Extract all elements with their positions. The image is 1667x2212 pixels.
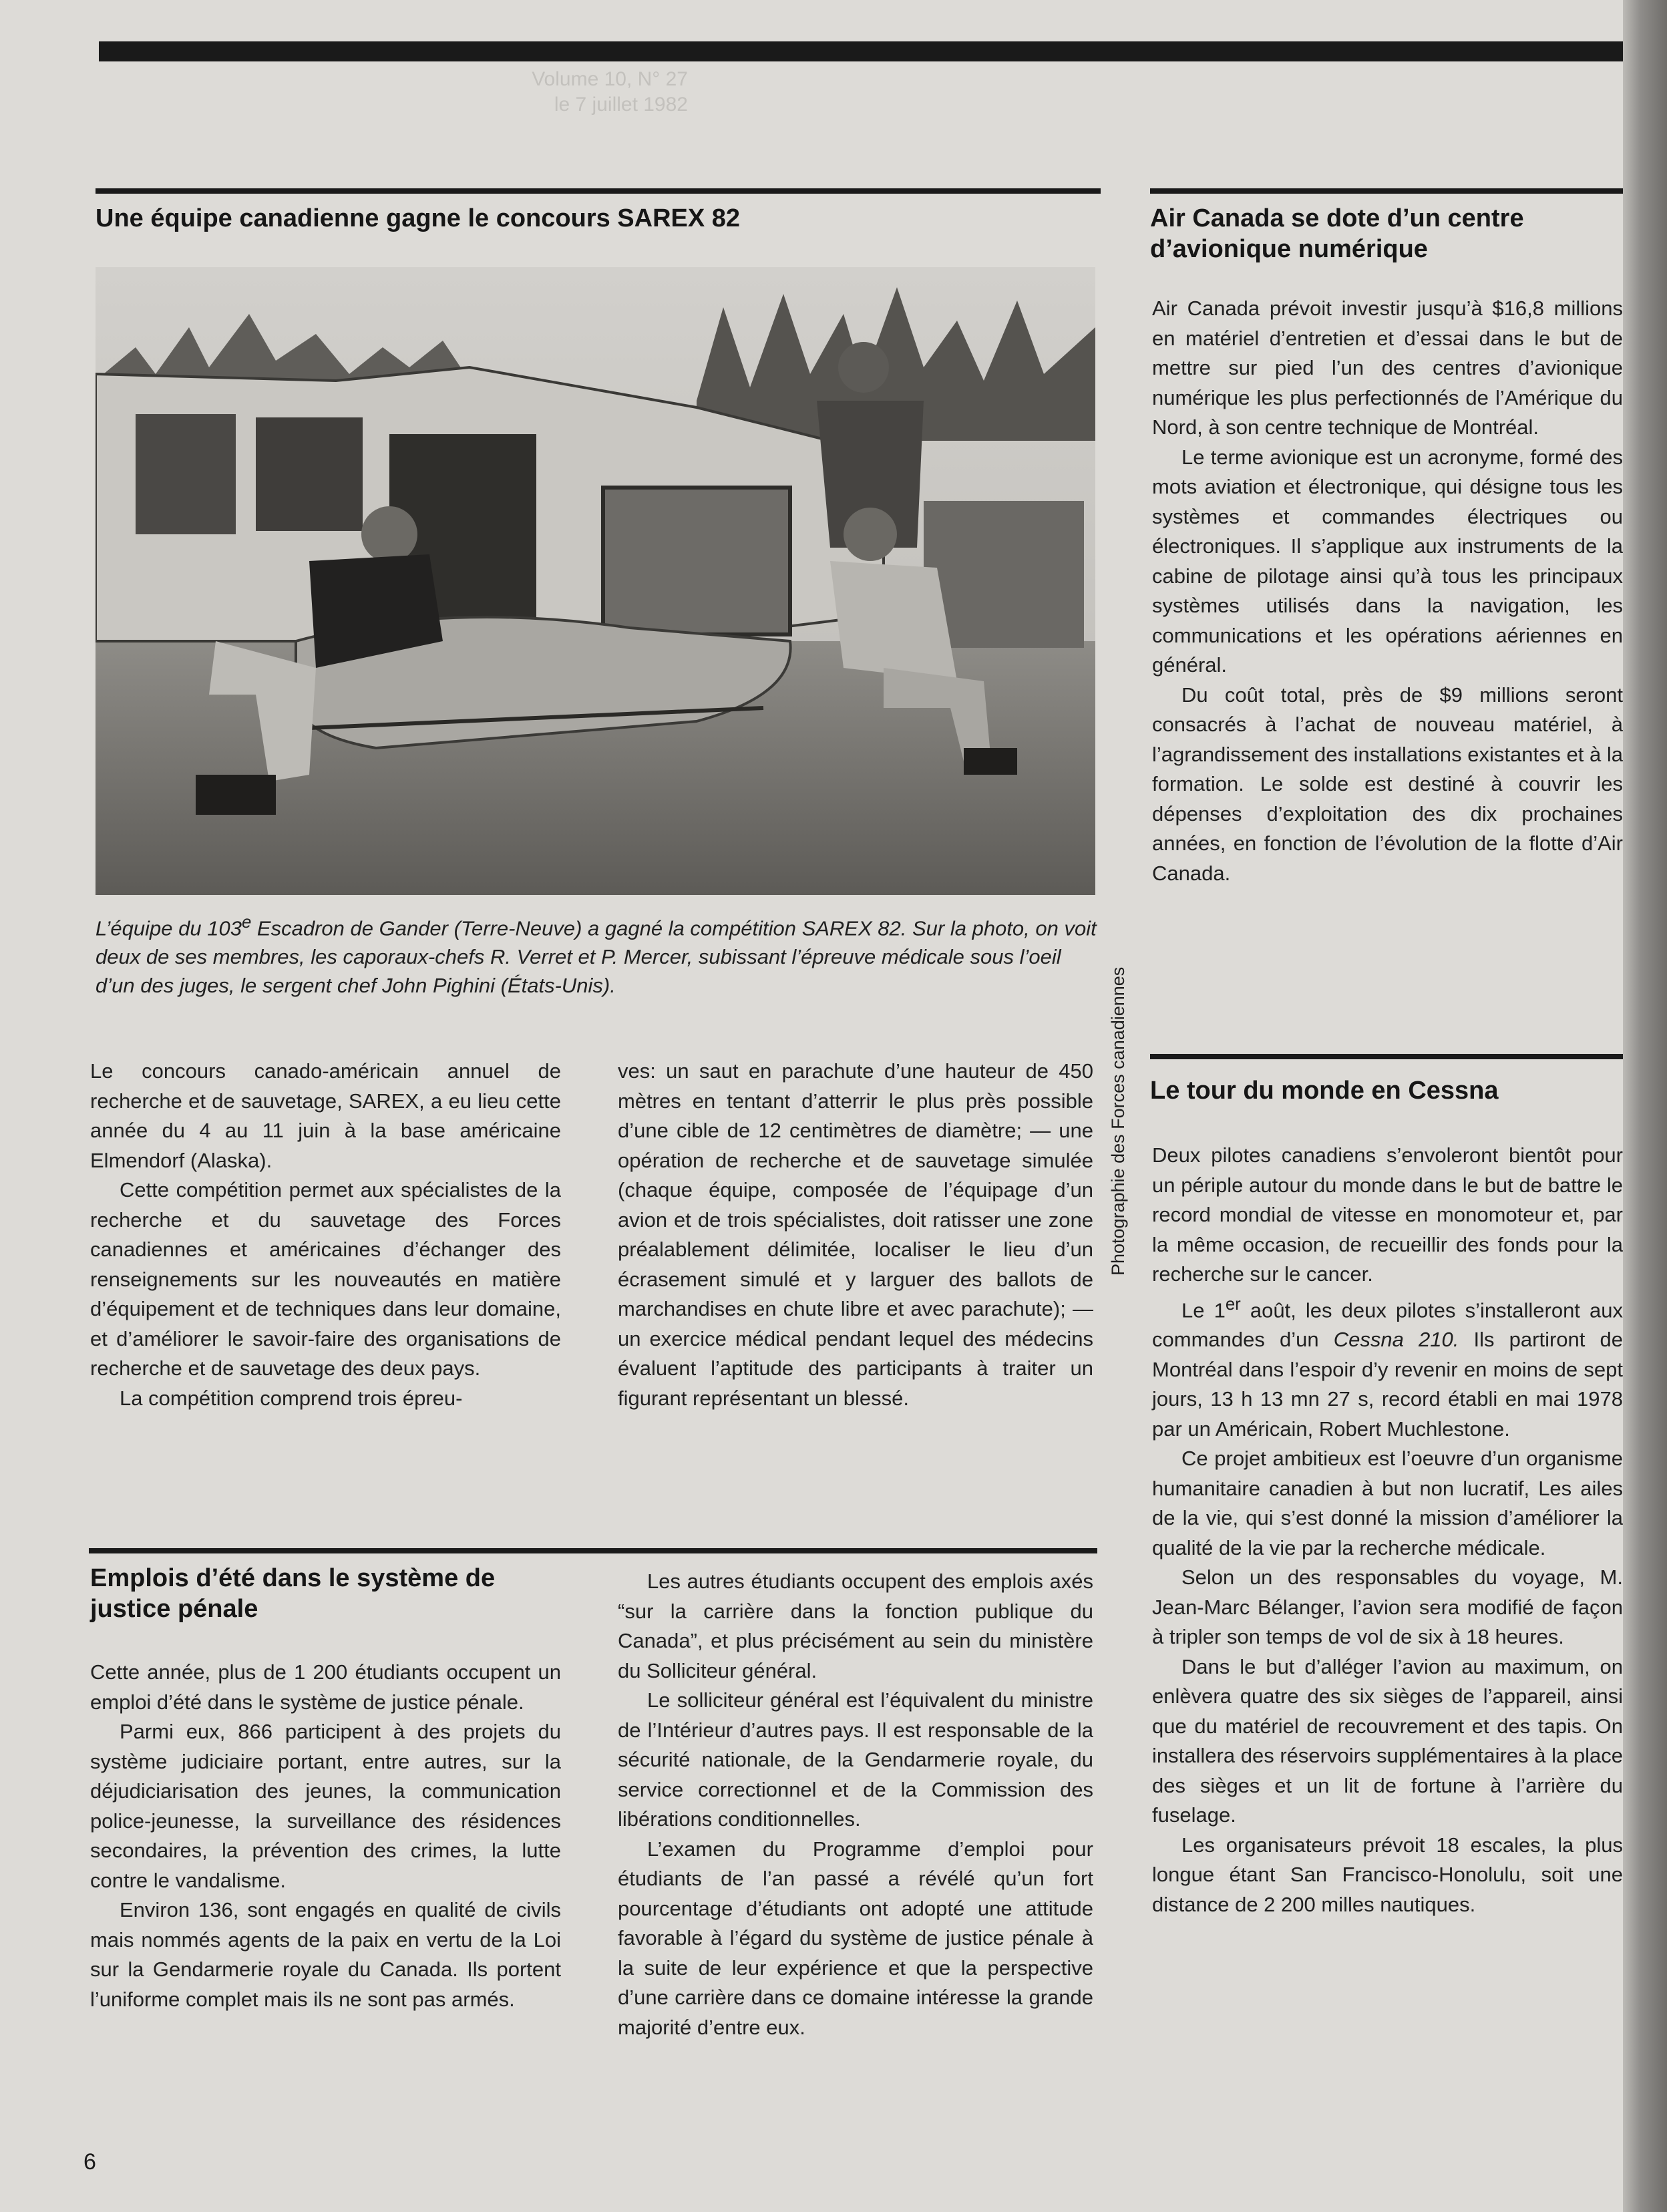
paragraph: Environ 136, sont engagés en qualité de civils mais nommés agents de la paix en vertu de la Loi sur la Gendarmerie royale du Canada. Ils portent l’uniforme complet mais ils ne sont pas armés.: [90, 1898, 561, 2011]
headline-line: d’avionique numérique: [1150, 235, 1428, 263]
article-rule: [89, 1548, 1097, 1553]
ghost-header-line: Volume 10, N° 27: [532, 68, 688, 90]
photo-caption: L’équipe du 103e Escadron de Gander (Terre-Neuve) a gagné la compétition SAREX 82. Sur la photo, on voit deux de ses membres, les caporaux-chefs R. Verret et P. Mercer, subissant l’épreuve médicale sous l’oeil d’un des juges, le sergent chef John Pighini (États-Unis).: [96, 913, 1097, 998]
paragraph: La compétition comprend trois épreu-: [120, 1386, 463, 1410]
aircanada-body: [1152, 294, 1623, 888]
paragraph: Dans le but d’alléger l’avion au maximum, on enlèvera quatre des six sièges de l’appareil, ainsi que du matériel de recouvrement et des tapis. On installera des réservoirs supplémentaires à la place des sièges et un lit de fortune à l’arrière du fuselage.: [1152, 1654, 1623, 1827]
sarex-photo: [96, 267, 1095, 895]
paragraph: Le concours canado-américain annuel de recherche et de sauvetage, SAREX, a eu lieu cette année du 4 au 11 juin à la base américaine Elmendorf (Alaska).: [90, 1059, 561, 1172]
sarex-headline: Une équipe canadienne gagne le concours SAREX 82: [96, 204, 741, 232]
paragraph: Deux pilotes canadiens s’envoleront bientôt pour un périple autour du monde dans le but de battre le record mondial de vitesse en monomoteur et, par la même occasion, de recueillir des fonds pour la recherche sur le cancer.: [1152, 1143, 1623, 1286]
emplois-headline: [90, 1563, 624, 1624]
emplois-column-1: [90, 1658, 561, 2014]
cessna-headline: Le tour du monde en Cessna: [1150, 1077, 1499, 1105]
article-rule: [1150, 188, 1623, 194]
paragraph: Le solliciteur général est l’équivalent du ministre de l’Intérieur d’autres pays. Il est responsable de la sécurité nationale, de la Gendarmerie royale, du service correctionnel et de la Commission des libérations conditionnelles.: [618, 1688, 1093, 1831]
paragraph: Du coût total, près de $9 millions seront consacrés à l’achat de nouveau matériel, à l’agrandissement des installations existantes et à la formation. Le solde est destiné à couvrir les dépenses d’exploitation des dix prochaines années, en fonction de l’évolution de la flotte d’Air Canada.: [1152, 683, 1623, 885]
paragraph: Ce projet ambitieux est l’oeuvre d’un organisme humanitaire canadien à but non lucratif, Les ailes de la vie, qui s’est donné la mission d’améliorer la qualité de la vie par la recherche médicale.: [1152, 1447, 1623, 1559]
page-number: 6: [83, 2149, 96, 2175]
headline-line: justice pénale: [90, 1595, 258, 1623]
paragraph: Le terme avionique est un acronyme, formé des mots aviation et électronique, qui désigne tous les systèmes et commandes électriques ou électroniques. Il s’applique aux instruments de la cabine de pilotage ainsi qu’à tous les principaux systèmes utilisés dans la navigation, les communications et les opérations aériennes en général.: [1152, 445, 1623, 677]
paragraph: Cette compétition permet aux spécialistes de la recherche et du sauvetage des Forces canadiennes et américaines d’échanger des renseignements sur les nouveautés en matière d’équipement et de techniques dans leur domaine, et d’améliorer le savoir-faire des organisations de recherche et de sauvetage des deux pays.: [90, 1178, 561, 1380]
article-rule: [1150, 1054, 1623, 1059]
top-black-bar: [99, 41, 1623, 61]
paragraph: ves: un saut en parachute d’une hauteur de 450 mètres en tentant d’atterrir le plus près possible d’une cible de 12 centimètres de diamètre; — une opération de recherche et de sauvetage simulée (chaque équipe, composée de l’équipage d’un avion et de trois spécialistes, doit ratisser une zone préalablement délimitée, localiser le lieu d’un écrasement simulé et y larguer des ballots de marchandises en chute libre et avec parachute); — un exercice médical pendant lequel des médecins évaluent l’aptitude des participants à traiter un figurant représentant un blessé.: [618, 1059, 1093, 1410]
paragraph: Parmi eux, 866 participent à des projets du système judiciaire portant, entre autres, sur la déjudiciarisation des jeunes, la communication police-jeunesse, la surveillance des résidences secondaires, la prévention des crimes, la lutte contre le vandalisme.: [90, 1720, 561, 1892]
ghost-header-line: le 7 juillet 1982: [554, 94, 688, 116]
paragraph: Air Canada prévoit investir jusqu’à $16,8 millions en matériel d’entretien et d’essai dans le but de mettre sur pied l’un des centres d’avionique numérique les plus perfectionnés de l’Amérique du Nord, à son centre technique de Montréal.: [1152, 297, 1623, 439]
paragraph: Les organisateurs prévoit 18 escales, la plus longue étant San Francisco-Honolulu, soit une distance de 2 200 milles nautiques.: [1152, 1833, 1623, 1916]
sarex-column-1: [90, 1057, 561, 1413]
emplois-column-2: [618, 1567, 1093, 2042]
binding-edge: [1623, 0, 1667, 2212]
aircanada-headline: [1150, 203, 1623, 264]
paragraph: Les autres étudiants occupent des emplois axés “sur la carrière dans la fonction publique du Canada”, et plus précisément au sein du ministère du Solliciteur général.: [618, 1570, 1093, 1682]
paragraph: Cette année, plus de 1 200 étudiants occupent un emploi d’été dans le système de justice pénale.: [90, 1660, 561, 1714]
article-rule: [96, 188, 1101, 194]
paragraph: L’examen du Programme d’emploi pour étudiants de l’an passé a révélé qu’un fort pourcentage d’étudiants ont adopté une attitude favorable à l’égard du système de justice pénale à la suite de leur expérience et que la perspective d’une carrière dans ce domaine intéresse la grande majorité d’entre eux.: [618, 1837, 1093, 2039]
headline-line: Emplois d’été dans le système de: [90, 1564, 496, 1592]
headline-line: Air Canada se dote d’un centre: [1150, 204, 1524, 232]
photo-credit: Photographie des Forces canadiennes: [1108, 966, 1128, 1276]
sarex-column-2: [618, 1057, 1093, 1413]
photo-illustration: [96, 267, 1095, 895]
paragraph: Selon un des responsables du voyage, M. Jean-Marc Bélanger, l’avion sera modifié de façon à tripler son temps de vol de six à 18 heures.: [1152, 1565, 1623, 1649]
ghost-header-bleedthrough: [528, 67, 688, 118]
cessna-body: [1152, 1141, 1623, 1919]
paragraph: Le 1er août, les deux pilotes s’installeront aux commandes d’un Cessna 210. Ils partiront de Montréal dans l’espoir d’y revenir en moins de sept jours, 13 h 13 mn 27 s, record établi en mai 1978 par un Américain, Robert Muchlestone.: [1152, 1294, 1624, 1441]
